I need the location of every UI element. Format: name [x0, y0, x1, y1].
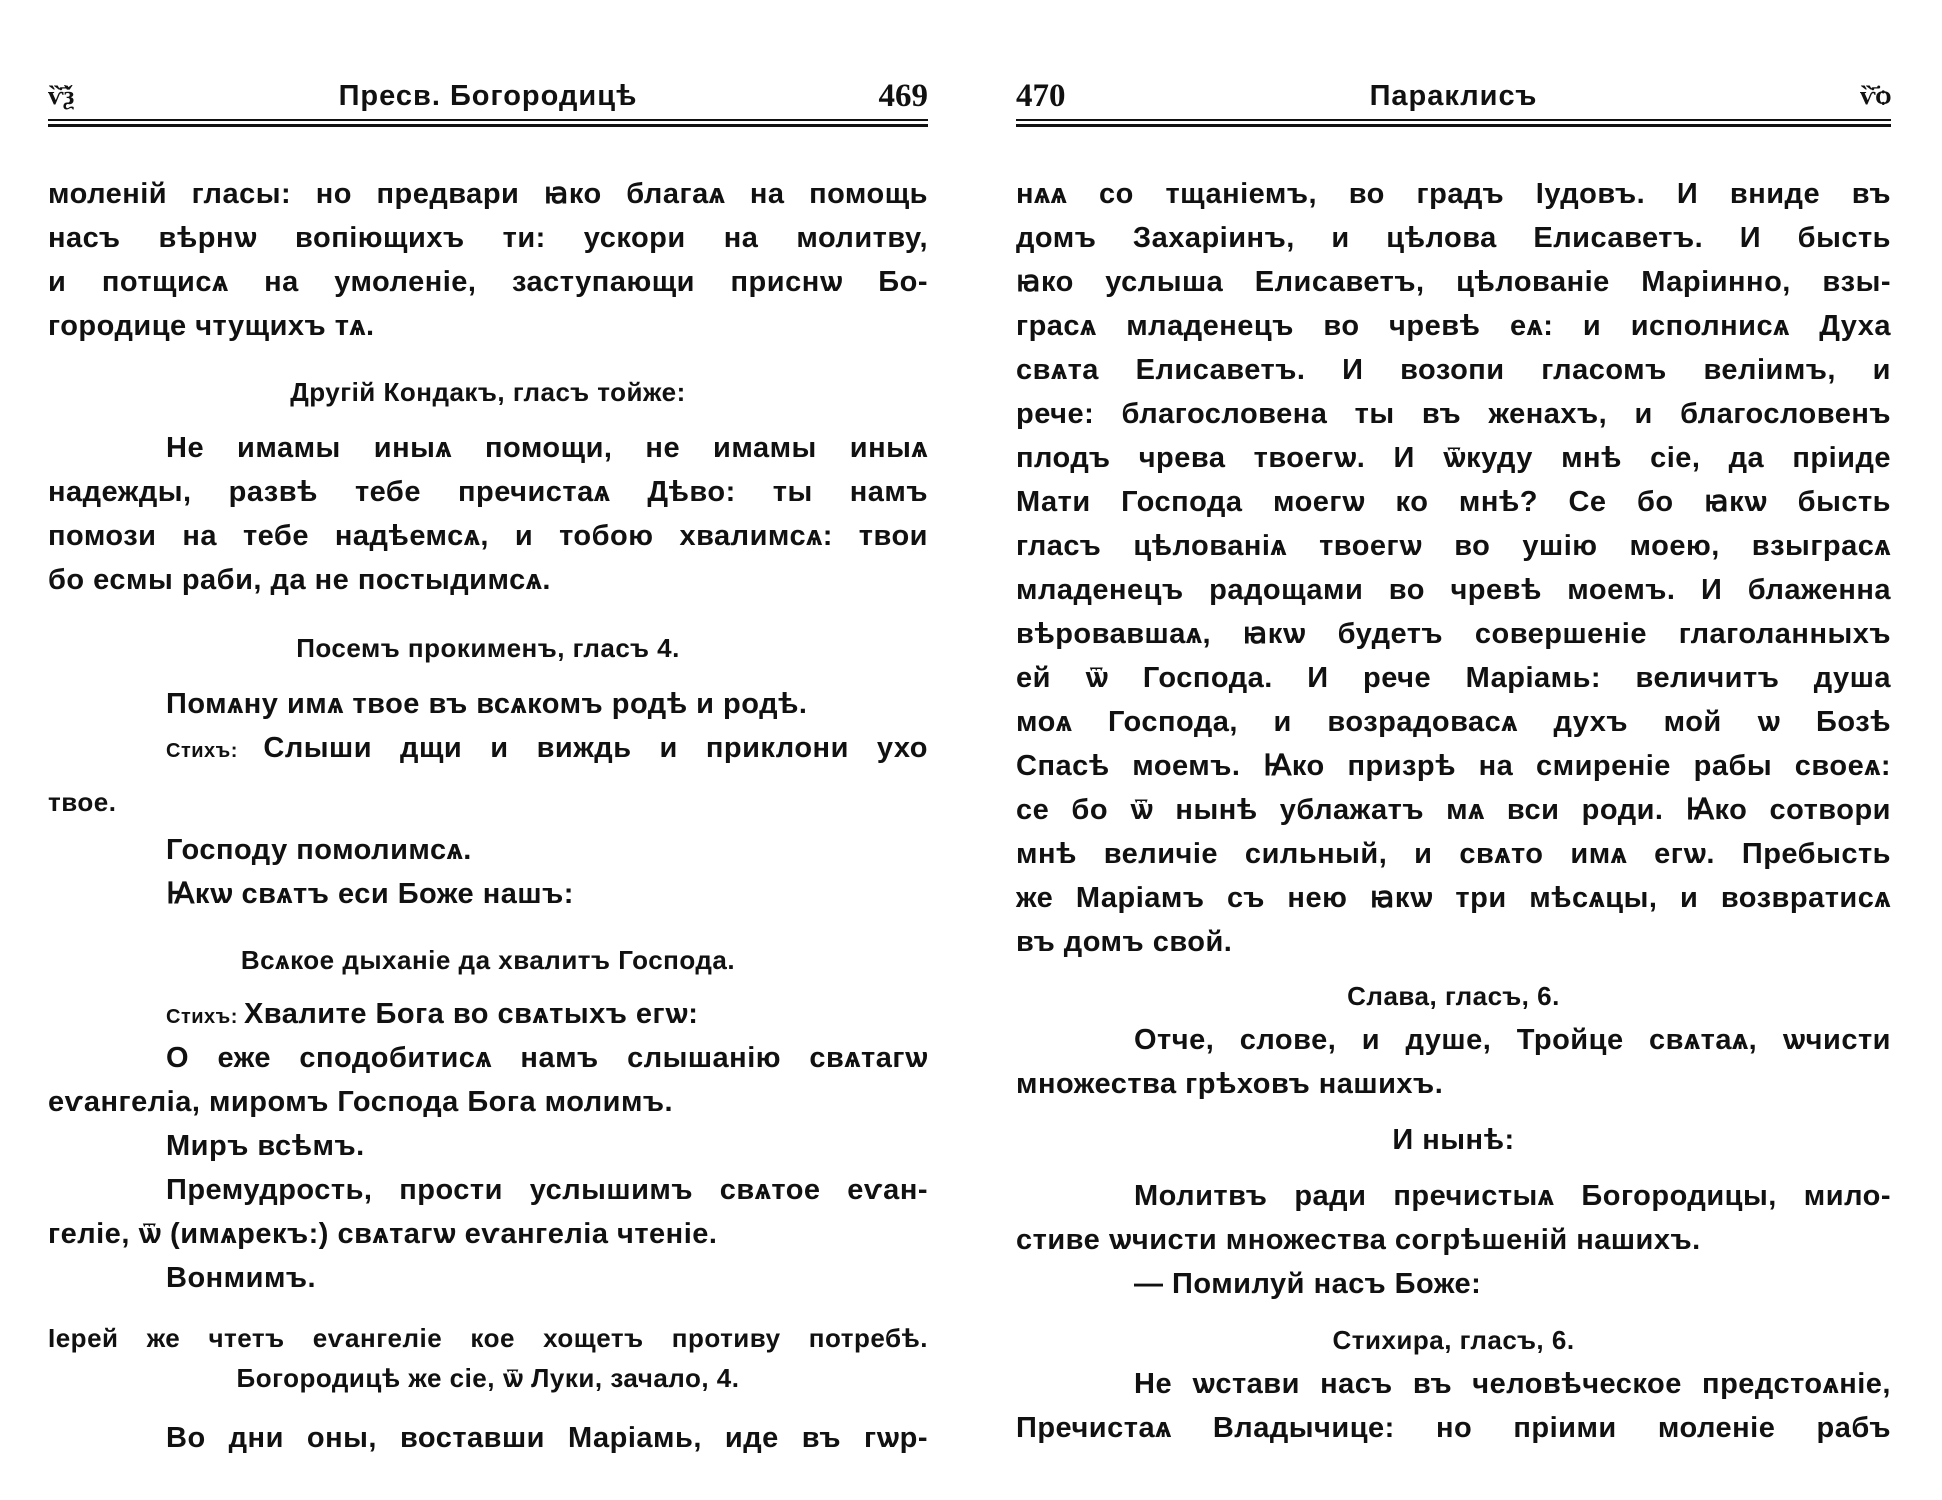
text-line — [1016, 614, 1891, 654]
line-text: Не имамы иныѧ помощи, не имамы иныѧ — [166, 432, 928, 464]
church-slavonic-folio-number: ѷ҃ѯ — [48, 81, 75, 111]
text-line — [1016, 570, 1891, 610]
line-text: моленій гласы: но предвари ꙗко благаѧ на помощь — [48, 178, 928, 210]
text-line — [1016, 834, 1891, 874]
line-text: Слыши дщи и виждь и приклони ухо — [263, 732, 928, 764]
line-text: Хвалите Бога во свѧтыхъ егѡ: — [243, 998, 699, 1030]
line-text: твое. — [48, 787, 117, 817]
text-line — [48, 1418, 928, 1458]
page-number: 470 — [1016, 78, 1066, 114]
line-text: нѧѧ со тщаніемъ, во градъ Іудовъ. И вниде въ — [1016, 178, 1891, 210]
text-line — [48, 874, 928, 914]
text-line — [48, 1318, 928, 1358]
text-line — [1016, 438, 1891, 478]
text-line — [48, 684, 928, 724]
left-page — [48, 0, 928, 1454]
line-text: Другій Кондакъ, гласъ тойже: — [290, 377, 686, 407]
line-text: вѣровавшаѧ, ꙗкѡ будетъ совершеніе глаголанныхъ — [1016, 618, 1891, 650]
line-text: насъ вѣрнѡ вопіющихъ ти: ускори на молитву, — [48, 222, 928, 254]
text-line — [1016, 702, 1891, 742]
line-text: и потщисѧ на умоленіе, заступающи приснѡ Бо- — [48, 266, 928, 298]
line-text: Молитвъ ради пречистыѧ Богородицы, мило- — [1134, 1180, 1891, 1212]
line-text: — Помилуй насъ Боже: — [1134, 1268, 1482, 1300]
line-text: еѵангеліа, миромъ Господа Бога молимъ. — [48, 1086, 674, 1118]
line-text: городице чтущихъ тѧ. — [48, 310, 375, 342]
text-line — [48, 1258, 928, 1298]
text-line — [48, 1214, 928, 1254]
header-rule — [1016, 119, 1891, 121]
line-text: множества грѣховъ нашихъ. — [1016, 1068, 1444, 1100]
text-line — [1016, 1064, 1891, 1104]
section-heading — [48, 372, 928, 412]
text-line — [1016, 1176, 1891, 1216]
text-line — [48, 560, 928, 600]
text-line — [48, 516, 928, 556]
line-text: Ꙗкѡ свѧтъ еси Боже нашъ: — [166, 878, 574, 910]
text-line — [48, 782, 928, 822]
line-text: ей ѿ Господа. И рече Маріамь: величитъ душа — [1016, 662, 1891, 694]
line-text: И нынѣ: — [1392, 1124, 1515, 1156]
section-heading — [1016, 1120, 1891, 1160]
verse-rubric: Стихъ: — [166, 1006, 244, 1028]
line-text: грасѧ младенецъ во чревѣ еѧ: и исполнисѧ Духа — [1016, 310, 1891, 342]
text-line — [48, 728, 928, 771]
text-line — [48, 428, 928, 468]
running-head-right — [1016, 0, 1891, 128]
line-text: же Маріамъ съ нею ꙗкѡ три мѣсѧцы, и возвратисѧ — [1016, 882, 1891, 914]
text-line — [1016, 262, 1891, 302]
line-text: геліе, ѿ (имѧрекъ:) свѧтагѡ еѵангеліа чтеніе. — [48, 1218, 718, 1250]
line-text: надежды, развѣ тебе пречистаѧ Дѣво: ты намъ — [48, 476, 928, 508]
text-line — [1016, 394, 1891, 434]
right-page — [1016, 0, 1891, 1444]
line-text: Премудрость, прости услышимъ свѧтое еѵан- — [166, 1174, 928, 1206]
line-text: се бо ѿ нынѣ ублажатъ мѧ вси роди. Ꙗко сотвори — [1016, 794, 1891, 826]
text-line — [1016, 878, 1891, 918]
text-line — [48, 306, 928, 346]
section-heading — [1016, 1320, 1891, 1360]
section-heading — [48, 1358, 928, 1398]
text-line — [1016, 218, 1891, 258]
header-rule-thick — [1016, 124, 1891, 127]
text-line — [1016, 1408, 1891, 1448]
line-text: мнѣ величіе сильный, и свѧто имѧ егѡ. Пребысть — [1016, 838, 1891, 870]
line-text: Іерей же чтетъ еѵангеліе кое хощетъ противу потребѣ. — [48, 1323, 928, 1353]
text-line — [1016, 350, 1891, 390]
line-text: Посемъ прокименъ, гласъ 4. — [296, 633, 680, 663]
text-line — [1016, 922, 1891, 962]
line-text: гласъ цѣлованіѧ твоегѡ во ушію моею, взыграсѧ — [1016, 530, 1891, 562]
text-line — [1016, 1220, 1891, 1260]
line-text: Не ѡстави насъ въ человѣческое предстоѧніе, — [1134, 1368, 1891, 1400]
text-line — [48, 994, 928, 1037]
text-line — [1016, 526, 1891, 566]
text-line — [48, 1038, 928, 1078]
running-title: Пресв. Богородицѣ — [338, 80, 638, 112]
page-number: 469 — [878, 78, 928, 114]
text-line — [1016, 174, 1891, 214]
running-title: Параклисъ — [1369, 80, 1538, 112]
text-line — [1016, 306, 1891, 346]
line-text: Господу помолимсѧ. — [166, 834, 472, 866]
text-line — [1016, 790, 1891, 830]
line-text: бо есмы раби, да не постыдимсѧ. — [48, 564, 551, 596]
text-line — [1016, 482, 1891, 522]
line-text: Стихира, гласъ, 6. — [1332, 1325, 1575, 1355]
section-heading — [48, 628, 928, 668]
text-line — [48, 218, 928, 258]
line-text: младенецъ радощами во чревѣ моемъ. И блаженна — [1016, 574, 1891, 606]
text-line — [48, 830, 928, 870]
text-line — [48, 262, 928, 302]
line-text: рече: благословена ты въ женахъ, и благословенъ — [1016, 398, 1891, 430]
header-rule-thick — [48, 124, 928, 127]
line-text: моѧ Господа, и возрадовасѧ духъ мой ѡ Бозѣ — [1016, 706, 1891, 738]
header-rule — [48, 119, 928, 121]
line-text: Помѧну имѧ твое въ всѧкомъ родѣ и родѣ. — [166, 688, 808, 720]
section-heading — [48, 940, 928, 980]
text-line — [1016, 1264, 1891, 1304]
line-text: Миръ всѣмъ. — [166, 1130, 365, 1162]
line-text: свѧта Елисаветъ. И возопи гласомъ веліимъ, и — [1016, 354, 1891, 386]
running-head-left — [48, 0, 928, 128]
text-line — [48, 174, 928, 214]
line-text: Мати Господа моегѡ ко мнѣ? Се бо ꙗкѡ бысть — [1016, 486, 1891, 518]
line-text: Пречистаѧ Владычице: но пріими моленіе рабъ — [1016, 1412, 1891, 1444]
section-heading — [1016, 976, 1891, 1016]
line-text: Во дни оны, воставши Маріамь, иде въ гѡр- — [166, 1422, 928, 1454]
text-line — [48, 1082, 928, 1122]
text-line — [1016, 658, 1891, 698]
line-text: Всѧкое дыханіе да хвалитъ Господа. — [240, 945, 736, 975]
line-text: Отче, слове, и душе, Тройце свѧтаѧ, ѡчисти — [1134, 1024, 1891, 1056]
line-text: стиве ѡчисти множества согрѣшеній нашихъ. — [1016, 1224, 1701, 1256]
verse-rubric: Стихъ: — [166, 740, 264, 762]
line-text: Вонмимъ. — [166, 1262, 317, 1294]
line-text: домъ Захаріинъ, и цѣлова Елисаветъ. И бысть — [1016, 222, 1891, 254]
line-text: плодъ чрева твоегѡ. И ѿкуду мнѣ сіе, да пріиде — [1016, 442, 1891, 474]
church-slavonic-folio-number: ѷ҃ѻ — [1860, 81, 1891, 111]
line-text: О еже сподобитисѧ намъ слышанію свѧтагѡ — [166, 1042, 928, 1074]
text-line — [1016, 746, 1891, 786]
line-text: Богородицѣ же сіе, ѿ Луки, зачало, 4. — [236, 1363, 740, 1393]
text-line — [1016, 1364, 1891, 1404]
text-line — [1016, 1020, 1891, 1060]
text-line — [48, 1170, 928, 1210]
text-line — [48, 472, 928, 512]
line-text: Слава, гласъ, 6. — [1347, 981, 1560, 1011]
line-text: помози на тебе надѣемсѧ, и тобою хвалимсѧ: твои — [48, 520, 928, 552]
line-text: Спасѣ моемъ. Ꙗко призрѣ на смиреніе рабы своеѧ: — [1016, 750, 1891, 782]
text-line — [48, 1126, 928, 1166]
line-text: въ домъ свой. — [1016, 926, 1233, 958]
line-text: ꙗко услыша Елисаветъ, цѣлованіе Маріинно, взы- — [1016, 266, 1891, 298]
